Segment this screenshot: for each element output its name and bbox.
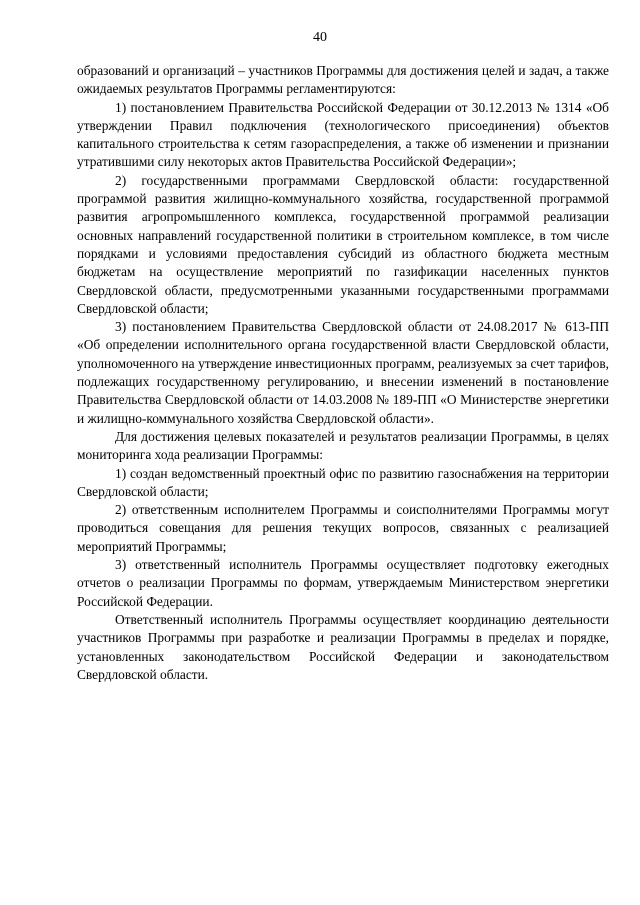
- paragraph-item-1-government-decree: 1) постановлением Правительства Российской Федерации от 30.12.2013 № 1314 «Об утверждении Правил подключения (технологического присоединения) объектов капитального строительства к сетям газораспределения, а также об изменении и признании утратившими силу некоторых актов Правительства Российской Федерации»;: [77, 99, 609, 170]
- document-body: [77, 62, 609, 684]
- paragraph-monitoring-item-3: 3) ответственный исполнитель Программы осуществляет подготовку ежегодных отчетов о реализации Программы по формам, утверждаемым Министерством энергетики Российской Федерации.: [77, 557, 609, 609]
- paragraph-monitoring-item-2: 2) ответственным исполнителем Программы и соисполнителями Программы могут проводиться совещания для решения текущих вопросов, связанных с реализацией мероприятий Программы;: [77, 502, 609, 554]
- paragraph-monitoring-intro: Для достижения целевых показателей и результатов реализации Программы, в целях мониторинга хода реализации Программы:: [77, 428, 609, 463]
- paragraph-monitoring-item-1: 1) создан ведомственный проектный офис по развитию газоснабжения на территории Свердловской области;: [77, 465, 609, 499]
- paragraph-item-2-state-programs: 2) государственными программами Свердловской области: государственной программой развития жилищно-коммунального хозяйства, государственной программой развития агропромышленного комплекса, государственной программой реализации основных направлений государственной политики в строительном комплексе, в том числе порядками и условиями предоставления субсидий из областного бюджета местным бюджетам на осуществление мероприятий по газификации населенных пунктов Свердловской области, предусмотренными указанными государственными программами Свердловской области;: [77, 172, 609, 316]
- paragraph-coordination: Ответственный исполнитель Программы осуществляет координацию деятельности участников Программы при разработке и реализации Программы в пределах и порядке, установленных законодательством Российской Федерации и законодательством Свердловской области.: [77, 611, 609, 682]
- paragraph-continuation: образований и организаций – участников Программы для достижения целей и задач, а также ожидаемых результатов Программы регламентируются:: [77, 63, 609, 97]
- paragraph-item-3-regional-decree: 3) постановлением Правительства Свердловской области от 24.08.2017 № 613-ПП «Об определении исполнительного органа государственной власти Свердловской области, уполномоченного на утверждение инвестиционных программ, реализуемых за счет тарифов, подлежащих государственному регулированию, и внесении изменений в постановление Правительства Свердловской области от 14.03.2008 № 189-ПП «О Министерстве энергетики и жилищно-коммунального хозяйства Свердловской области».: [77, 319, 609, 426]
- page-number: 40: [313, 30, 327, 45]
